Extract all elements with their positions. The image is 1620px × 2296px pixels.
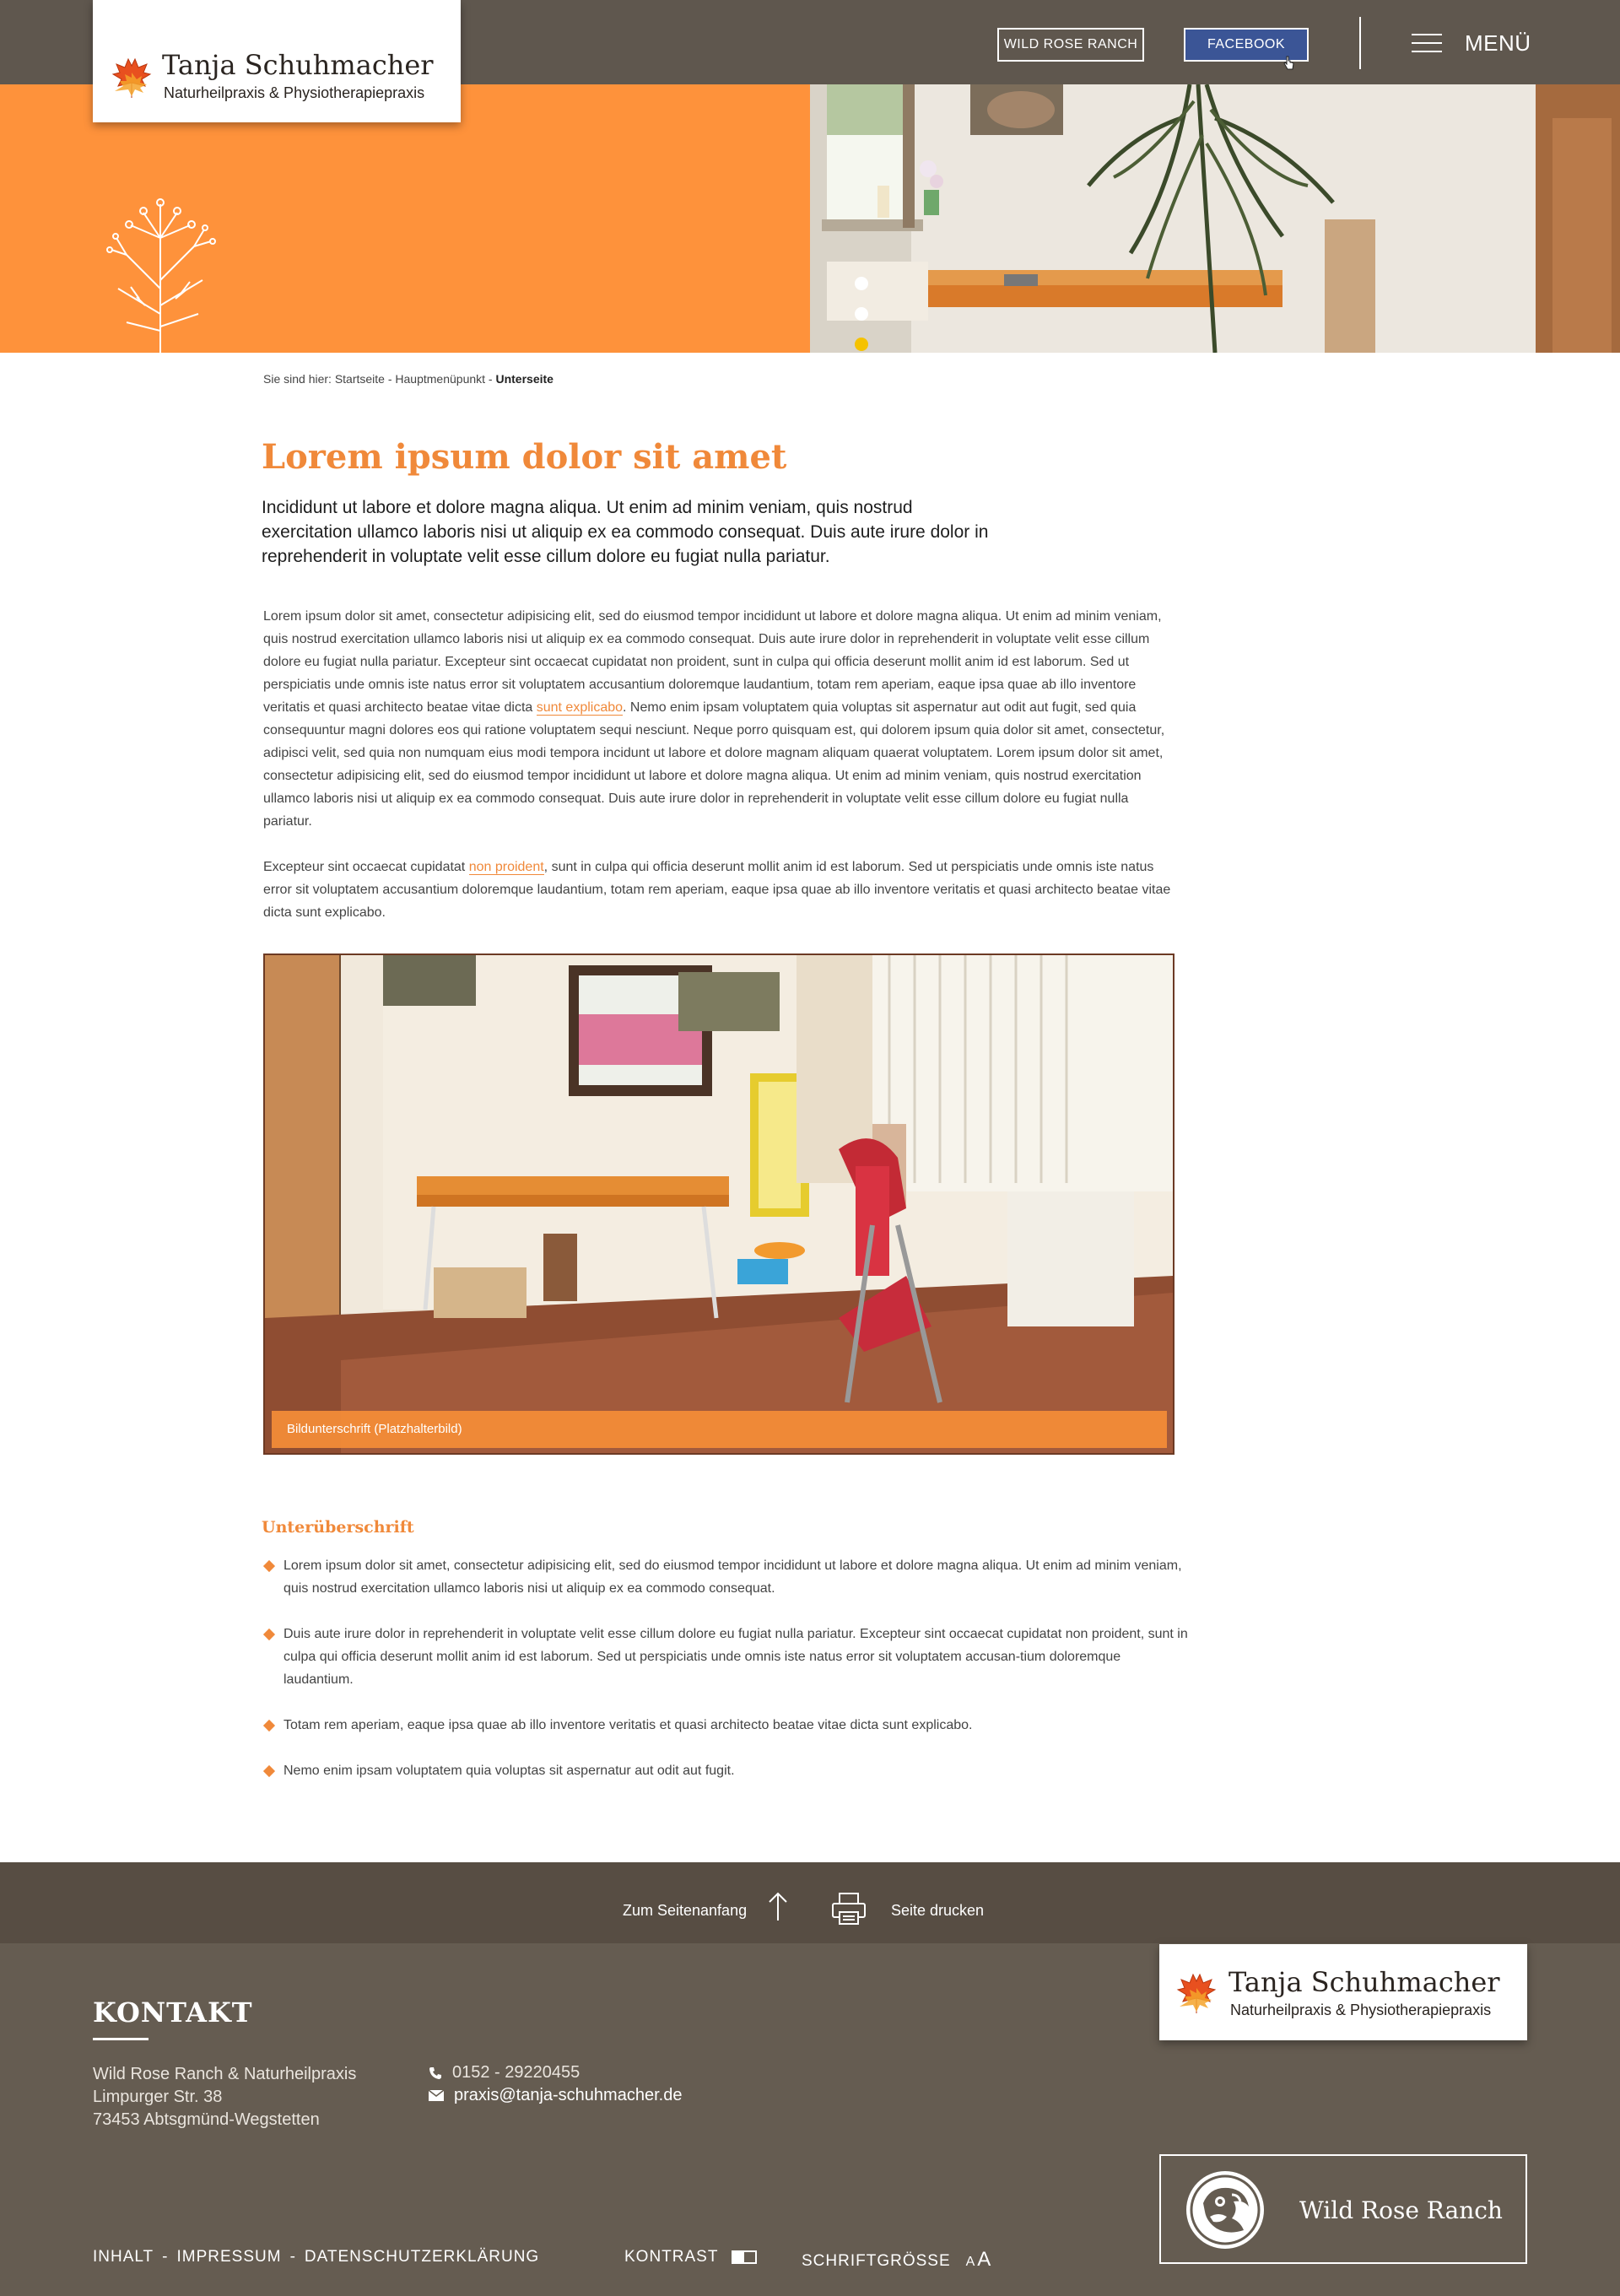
contact-heading-underline (93, 2038, 148, 2040)
contact-address: Wild Rose Ranch & Naturheilpraxis Limpurger Str. 38 73453 Abtsgmünd-Wegstetten (93, 2065, 357, 2129)
body-paragraph-1 (263, 605, 1174, 833)
inline-link-sunt-explicabo[interactable]: sunt explicabo (536, 700, 624, 715)
back-to-top-link[interactable]: Zum Seitenanfang (623, 1902, 748, 1919)
bullet-diamond-icon (263, 1560, 275, 1572)
bullet-diamond-icon (263, 1765, 275, 1777)
email-link[interactable]: praxis@tanja-schuhmacher.de (454, 2086, 683, 2104)
content-image (263, 954, 1174, 1455)
contrast-control[interactable] (624, 2248, 757, 2266)
bullet-diamond-icon (263, 1629, 275, 1640)
facebook-button[interactable]: FACEBOOK (1184, 28, 1309, 62)
font-size-small-button[interactable]: A (965, 2255, 976, 2269)
slider-dot-3[interactable] (855, 338, 868, 351)
footer-logo-subtitle: Naturheilpraxis & Physiotherapiepraxis (1230, 2002, 1492, 2018)
font-size-control[interactable] (802, 2248, 991, 2272)
p1-text-a: Lorem ipsum dolor sit amet, consectetur adipisicing elit, sed do eiusmod tempor incididunt ut labore et dolore magna aliqua. Ut enim ad minim veniam, quis nostrud exercitation ullamco laboris nisi ut aliquip ex ea commodo consequat. Duis aute irure dolor in reprehenderit in voluptate velit esse cillum dolore eu fugiat nulla pariatur. Excepteur sint occaecat cupidatat non proident, sunt in culpa qui officia deserunt mollit anim id est laborum. Sed ut perspiciatis unde omnis iste natus error sit voluptatem accusantium doloremque laudantium, totam rem aperiam, eaque ipsa quae ab illo inventore veritatis et quasi architecto beatae vitae dicta (263, 609, 1162, 715)
footer-toolbar (0, 1862, 1620, 1943)
contrast-toggle[interactable] (732, 2250, 757, 2264)
hero-slider-image (810, 84, 1620, 353)
breadcrumb (263, 372, 554, 386)
footer-logo[interactable] (1159, 1944, 1527, 2040)
subheading: Unterüberschrift (262, 1518, 414, 1537)
logo-subtitle: Naturheilpraxis & Physiotherapiepraxis (164, 84, 425, 101)
arrow-up-icon[interactable] (768, 1892, 788, 1921)
footer-link-impressum[interactable]: IMPRESSUM (176, 2248, 282, 2266)
footer-logo-name: Tanja Schuhmacher (1228, 1966, 1500, 1998)
plant-illustration-icon (93, 187, 228, 353)
lead-paragraph: Incididunt ut labore et dolore magna aliqua. Ut enim ad minim veniam, quis nostrud exercitation ullamco laboris nisi ut aliquip ex ea commodo consequat. Duis aute irure dolor in reprehenderit in voluptate velit esse cillum dolore eu fugiat nulla pariatur. (262, 498, 989, 566)
wild-rose-ranch-link[interactable] (1159, 2154, 1527, 2264)
font-size-large-button[interactable]: A (977, 2248, 992, 2271)
list-item: Totam rem aperiam, eaque ipsa quae ab illo inventore veritatis et quasi architecto beatae vitae dicta sunt explicabo. (263, 1714, 1191, 1737)
font-size-label: SCHRIFTGRÖSSE (802, 2252, 951, 2270)
slider-dot-2[interactable] (855, 307, 868, 321)
hand-cursor-icon (1282, 56, 1294, 71)
wild-rose-ranch-button[interactable]: WILD ROSE RANCH (997, 28, 1144, 62)
maple-leaf-icon (1171, 1968, 1222, 2017)
phone-number[interactable]: 0152 - 29220455 (452, 2063, 580, 2082)
footer-separator: - (289, 2248, 296, 2266)
page-title: Lorem ipsum dolor sit amet (262, 437, 787, 477)
p2-text-a: Excepteur sint occaecat cupidatat (263, 860, 469, 874)
list-item: Nemo enim ipsam voluptatem quia voluptas sit aspernatur aut odit aut fugit. (263, 1759, 1191, 1782)
menu-button[interactable]: MENÜ (1465, 30, 1531, 56)
footer-link-datenschutz[interactable]: DATENSCHUTZERKLÄRUNG (304, 2248, 540, 2266)
p2-text-b: , sunt in culpa qui officia deserunt mollit anim id est laborum. Sed ut perspiciatis unde omnis iste natus error sit voluptatem accusantium doloremque laudantium, totam rem aperiam, eaque ipsa quae ab illo inventore veritatis et quasi architecto beatae vitae dicta sunt explicabo. (263, 860, 1171, 920)
slider-dot-1[interactable] (855, 277, 868, 290)
wild-rose-ranch-label: Wild Rose Ranch (1299, 2196, 1503, 2224)
print-page-link[interactable]: Seite drucken (891, 1902, 985, 1919)
body-paragraph-2 (263, 856, 1174, 924)
footer-links (93, 2248, 539, 2266)
footer-separator: - (162, 2248, 169, 2266)
wild-rose-ranch-emblem-icon (1185, 2169, 1266, 2250)
header-logo[interactable] (93, 0, 461, 122)
mail-icon (429, 2090, 444, 2101)
footer-link-inhalt[interactable]: INHALT (93, 2248, 154, 2266)
list-item: Lorem ipsum dolor sit amet, consectetur adipisicing elit, sed do eiusmod tempor incididunt ut labore et dolore magna aliqua. Ut enim ad minim veniam, quis nostrud exercitation ullamco laboris nisi ut aliquip ex ea commodo consequat. (263, 1554, 1191, 1600)
maple-leaf-icon (106, 52, 157, 101)
logo-name: Tanja Schuhmacher (162, 49, 434, 81)
contact-heading: KONTAKT (93, 1996, 253, 2029)
printer-icon[interactable] (831, 1892, 867, 1926)
contrast-label: KONTRAST (624, 2248, 719, 2266)
inline-link-non-proident[interactable]: non proident (468, 860, 544, 874)
breadcrumb-current: Unterseite (495, 372, 554, 386)
hamburger-icon[interactable] (1412, 34, 1442, 54)
contact-email (429, 2086, 682, 2105)
list-item: Duis aute irure dolor in reprehenderit in voluptate velit esse cillum dolore eu fugiat nulla pariatur. Excepteur sint occaecat cupidatat non proident, sunt in culpa qui officia deserunt mollit anim id est laborum. Sed ut perspiciatis unde omnis iste natus error sit voluptatem accusan-tium doloremque laudantium. (263, 1623, 1191, 1691)
p1-text-b: . Nemo enim ipsam voluptatem quia voluptas sit aspernatur aut odit aut fugit, sed quia consequuntur magni dolores eos qui ratione voluptatem sequi nesciunt. Neque porro quisquam est, qui dolorem ipsum quia dolor sit amet, consectetur, adipisci velit, sed quia non numquam eius modi tempora incidunt ut labore et dolore magnam aliquam quaerat voluptatem. Lorem ipsum dolor sit amet, consectetur adipisicing elit, sed do eiusmod tempor incididunt ut labore et dolore magna aliqua. Ut enim ad minim veniam, quis nostrud exercitation ullamco laboris nisi ut aliquip ex ea commodo consequat. Duis aute irure dolor in reprehenderit in voluptate velit esse cillum dolore eu fugiat nulla pariatur. (263, 700, 1165, 829)
bullet-diamond-icon (263, 1720, 275, 1731)
contact-phone (429, 2063, 580, 2083)
breadcrumb-path[interactable]: Sie sind hier: Startseite - Hauptmenüpunkt - (263, 372, 496, 386)
phone-icon (429, 2066, 442, 2080)
image-caption: Bildunterschrift (Platzhalterbild) (272, 1411, 1167, 1448)
header-divider (1359, 17, 1361, 69)
